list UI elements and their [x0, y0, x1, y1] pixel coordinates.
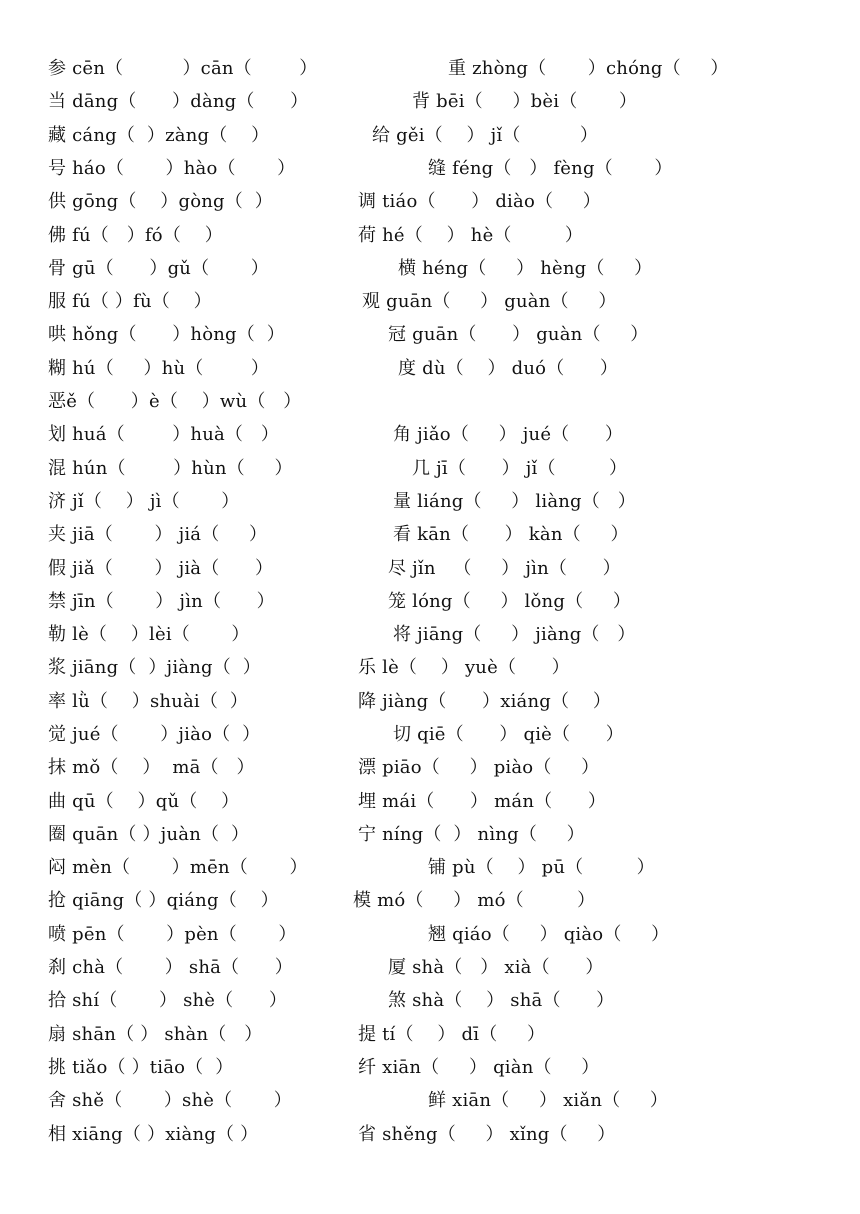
row-3-right: 给 gěi（ ） jǐ（ ）	[372, 125, 599, 146]
row-19-right: 乐 lè（ ） yuè（ ）	[358, 657, 570, 678]
row-5-right: 调 tiáo（ ） diào（ ）	[358, 191, 601, 212]
row-16-left: 假 jiǎ（ ） jià（ ）	[48, 558, 274, 579]
row-33-right: 省 shěng（ ） xǐng（ ）	[358, 1124, 616, 1145]
row-16-right: 尽 jǐn （ ） jìn（ ）	[388, 558, 621, 579]
row-33-left: 相 xiāng（ ）xiàng（ ）	[48, 1124, 259, 1145]
row-8-right: 观 guān（ ） guàn（ ）	[362, 291, 617, 312]
row-32-left: 舍 shě（ ）shè（ ）	[48, 1090, 292, 1111]
row-23-left: 曲 qū（ ）qǔ（ ）	[48, 791, 240, 812]
row-25-left: 闷 mèn（ ）mēn（ ）	[48, 857, 308, 878]
row-9-right: 冠 guān（ ） guàn（ ）	[388, 324, 649, 345]
row-1-right: 重 zhòng（ ）chóng（ ）	[448, 58, 729, 79]
row-26-left: 抢 qiāng（ ）qiáng（ ）	[48, 890, 279, 911]
row-17-left: 禁 jīn（ ） jìn（ ）	[48, 591, 275, 612]
row-22-right: 漂 piāo（ ） piào（ ）	[358, 757, 600, 778]
row-22-left: 抹 mǒ（ ） mā（ ）	[48, 757, 255, 778]
row-2-left: 当 dāng（ ）dàng（ ）	[48, 91, 309, 112]
row-30-right: 提 tí（ ） dī（ ）	[358, 1024, 546, 1045]
row-8-left: 服 fú（ ）fù（ ）	[48, 291, 212, 312]
row-27-left: 喷 pēn（ ）pèn（ ）	[48, 924, 297, 945]
row-30-left: 扇 shān（ ） shàn（ ）	[48, 1024, 263, 1045]
row-1-left: 参 cēn（ ）cān（ ）	[48, 58, 318, 79]
row-18-right: 将 jiāng（ ） jiàng（ ）	[393, 624, 636, 645]
row-13-right: 几 jī（ ） jǐ（ ）	[412, 458, 628, 479]
row-28-right: 厦 shà（ ） xià（ ）	[388, 957, 604, 978]
row-7-left: 骨 gū（ ）gǔ（ ）	[48, 258, 269, 279]
row-15-right: 看 kān（ ） kàn（ ）	[393, 524, 629, 545]
row-32-right: 鲜 xiān（ ） xiǎn（ ）	[428, 1090, 669, 1111]
row-31-left: 挑 tiǎo（ ）tiāo（ ）	[48, 1057, 234, 1078]
row-24-left: 圈 quān（ ）juàn（ ）	[48, 824, 250, 845]
row-20-right: 降 jiàng（ ）xiáng（ ）	[358, 691, 612, 712]
row-6-right: 荷 hé（ ） hè（ ）	[358, 225, 584, 246]
row-4-left: 号 háo（ ）hào（ ）	[48, 158, 296, 179]
row-10-left: 糊 hú（ ）hù（ ）	[48, 358, 270, 379]
row-26-right: 模 mó（ ） mó（ ）	[353, 890, 596, 911]
row-17-right: 笼 lóng（ ） lǒng（ ）	[388, 591, 632, 612]
row-5-left: 供 gōng（ ）gòng（ ）	[48, 191, 274, 212]
row-20-left: 率 lǜ（ ）shuài（ ）	[48, 691, 249, 712]
row-21-right: 切 qiē（ ） qiè（ ）	[393, 724, 624, 745]
row-27-right: 翘 qiáo（ ） qiào（ ）	[428, 924, 670, 945]
row-28-left: 刹 chà（ ） shā（ ）	[48, 957, 293, 978]
row-13-left: 混 hún（ ）hùn（ ）	[48, 458, 293, 479]
row-29-right: 煞 shà（ ） shā（ ）	[388, 990, 615, 1011]
row-24-right: 宁 níng（ ） nìng（ ）	[358, 824, 585, 845]
row-10-right: 度 dù（ ） duó（ ）	[398, 358, 619, 379]
row-6-left: 佛 fú（ ）fó（ ）	[48, 225, 223, 246]
row-2-right: 背 bēi（ ）bèi（ ）	[412, 91, 638, 112]
row-29-left: 拾 shí（ ） shè（ ）	[48, 990, 288, 1011]
row-3-left: 藏 cáng（ ）zàng（ ）	[48, 125, 270, 146]
row-15-left: 夹 jiā（ ） jiá（ ）	[48, 524, 268, 545]
row-11-left: 恶ě（ ）è（ ）wù（ ）	[48, 391, 302, 412]
row-4-right: 缝 féng（ ） fèng（ ）	[428, 158, 673, 179]
row-23-right: 埋 mái（ ） mán（ ）	[358, 791, 607, 812]
row-12-right: 角 jiǎo（ ） jué（ ）	[393, 424, 624, 445]
row-14-left: 济 jǐ（ ） jì（ ）	[48, 491, 240, 512]
row-14-right: 量 liáng（ ） liàng（ ）	[393, 491, 636, 512]
row-12-left: 划 huá（ ）huà（ ）	[48, 424, 280, 445]
row-21-left: 觉 jué（ ）jiào（ ）	[48, 724, 261, 745]
row-7-right: 横 héng（ ） hèng（ ）	[398, 258, 653, 279]
row-25-right: 铺 pù（ ） pū（ ）	[428, 857, 655, 878]
row-19-left: 浆 jiāng（ ）jiàng（ ）	[48, 657, 261, 678]
row-31-right: 纤 xiān（ ） qiàn（ ）	[358, 1057, 600, 1078]
row-18-left: 勒 lè（ ）lèi（ ）	[48, 624, 250, 645]
row-9-left: 哄 hǒng（ ）hòng（ ）	[48, 324, 285, 345]
